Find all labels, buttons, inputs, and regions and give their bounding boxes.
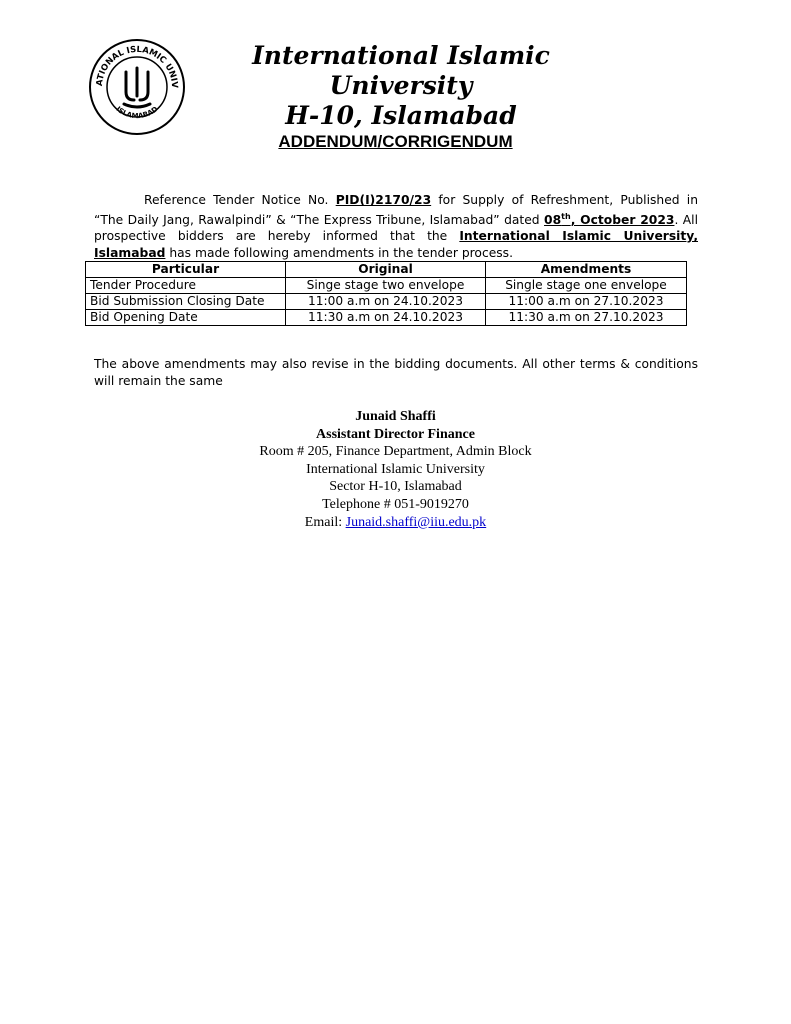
table-cell: Tender Procedure [86,278,286,294]
table-cell: 11:00 a.m on 24.10.2023 [286,294,486,310]
table-header-row [86,262,687,278]
table-cell: 11:30 a.m on 27.10.2023 [486,310,687,326]
letterhead [206,41,596,131]
signatory-name: Junaid Shaffi [355,409,436,424]
closing-paragraph: The above amendments may also revise in the bidding documents. All other terms & conditions will remain the same [94,357,698,388]
university-location: H-10, Islamabad [285,101,517,130]
office-address: Room # 205, Finance Department, Admin Block [259,444,532,460]
sector-address: Sector H-10, Islamabad [329,479,462,495]
tender-number: PID(I)2170/23 [335,193,432,208]
university-reference: International Islamic University, Islamabad [94,229,698,260]
table-cell: Bid Submission Closing Date [86,294,286,310]
email-link[interactable]: Junaid.shaffi@iiu.edu.pk [345,514,487,530]
email-label: Email: [304,514,346,530]
email-line [0,514,791,532]
publication-date: 08th, October 2023 [544,211,675,227]
intro-text: . All prospective bidders are hereby informed that the [94,212,699,244]
intro-text: has made following amendments in the tender process. [165,245,514,260]
column-header: Amendments [486,262,687,278]
amendments-table [85,261,687,326]
table-cell: 11:30 a.m on 24.10.2023 [286,310,486,326]
table-cell: 11:00 a.m on 27.10.2023 [486,294,687,310]
table-cell: Bid Opening Date [86,310,286,326]
telephone: Telephone # 051-9019270 [322,496,469,512]
intro-paragraph [94,192,698,261]
table-row [86,278,687,294]
intro-text: Reference Tender Notice No. [144,193,336,208]
university-logo [88,38,186,136]
table-cell: Singe stage two envelope [286,278,486,294]
university-name: International Islamic University [252,41,550,100]
signature-block [0,408,791,531]
column-header: Particular [86,262,286,278]
signatory-designation: Assistant Director Finance [316,426,475,442]
svg-text:INTERNATIONAL ISLAMIC UNIVERSI: ATIONAL ISLAMIC UNIV [94,44,180,89]
intro-text: for Supply of Refreshment, Published in “The Daily Jang, Rawalpindi” & “The Express Tribune, Islamabad” dated [94,193,698,227]
column-header: Original [286,262,486,278]
document-title: ADDENDUM/CORRIGENDUM [278,132,513,151]
svg-text:ISLAMABAD: ISLAMABAD [114,105,160,121]
table-row [86,294,687,310]
table-cell: Single stage one envelope [486,278,687,294]
table-row [86,310,687,326]
institution-name: International Islamic University [306,461,485,477]
